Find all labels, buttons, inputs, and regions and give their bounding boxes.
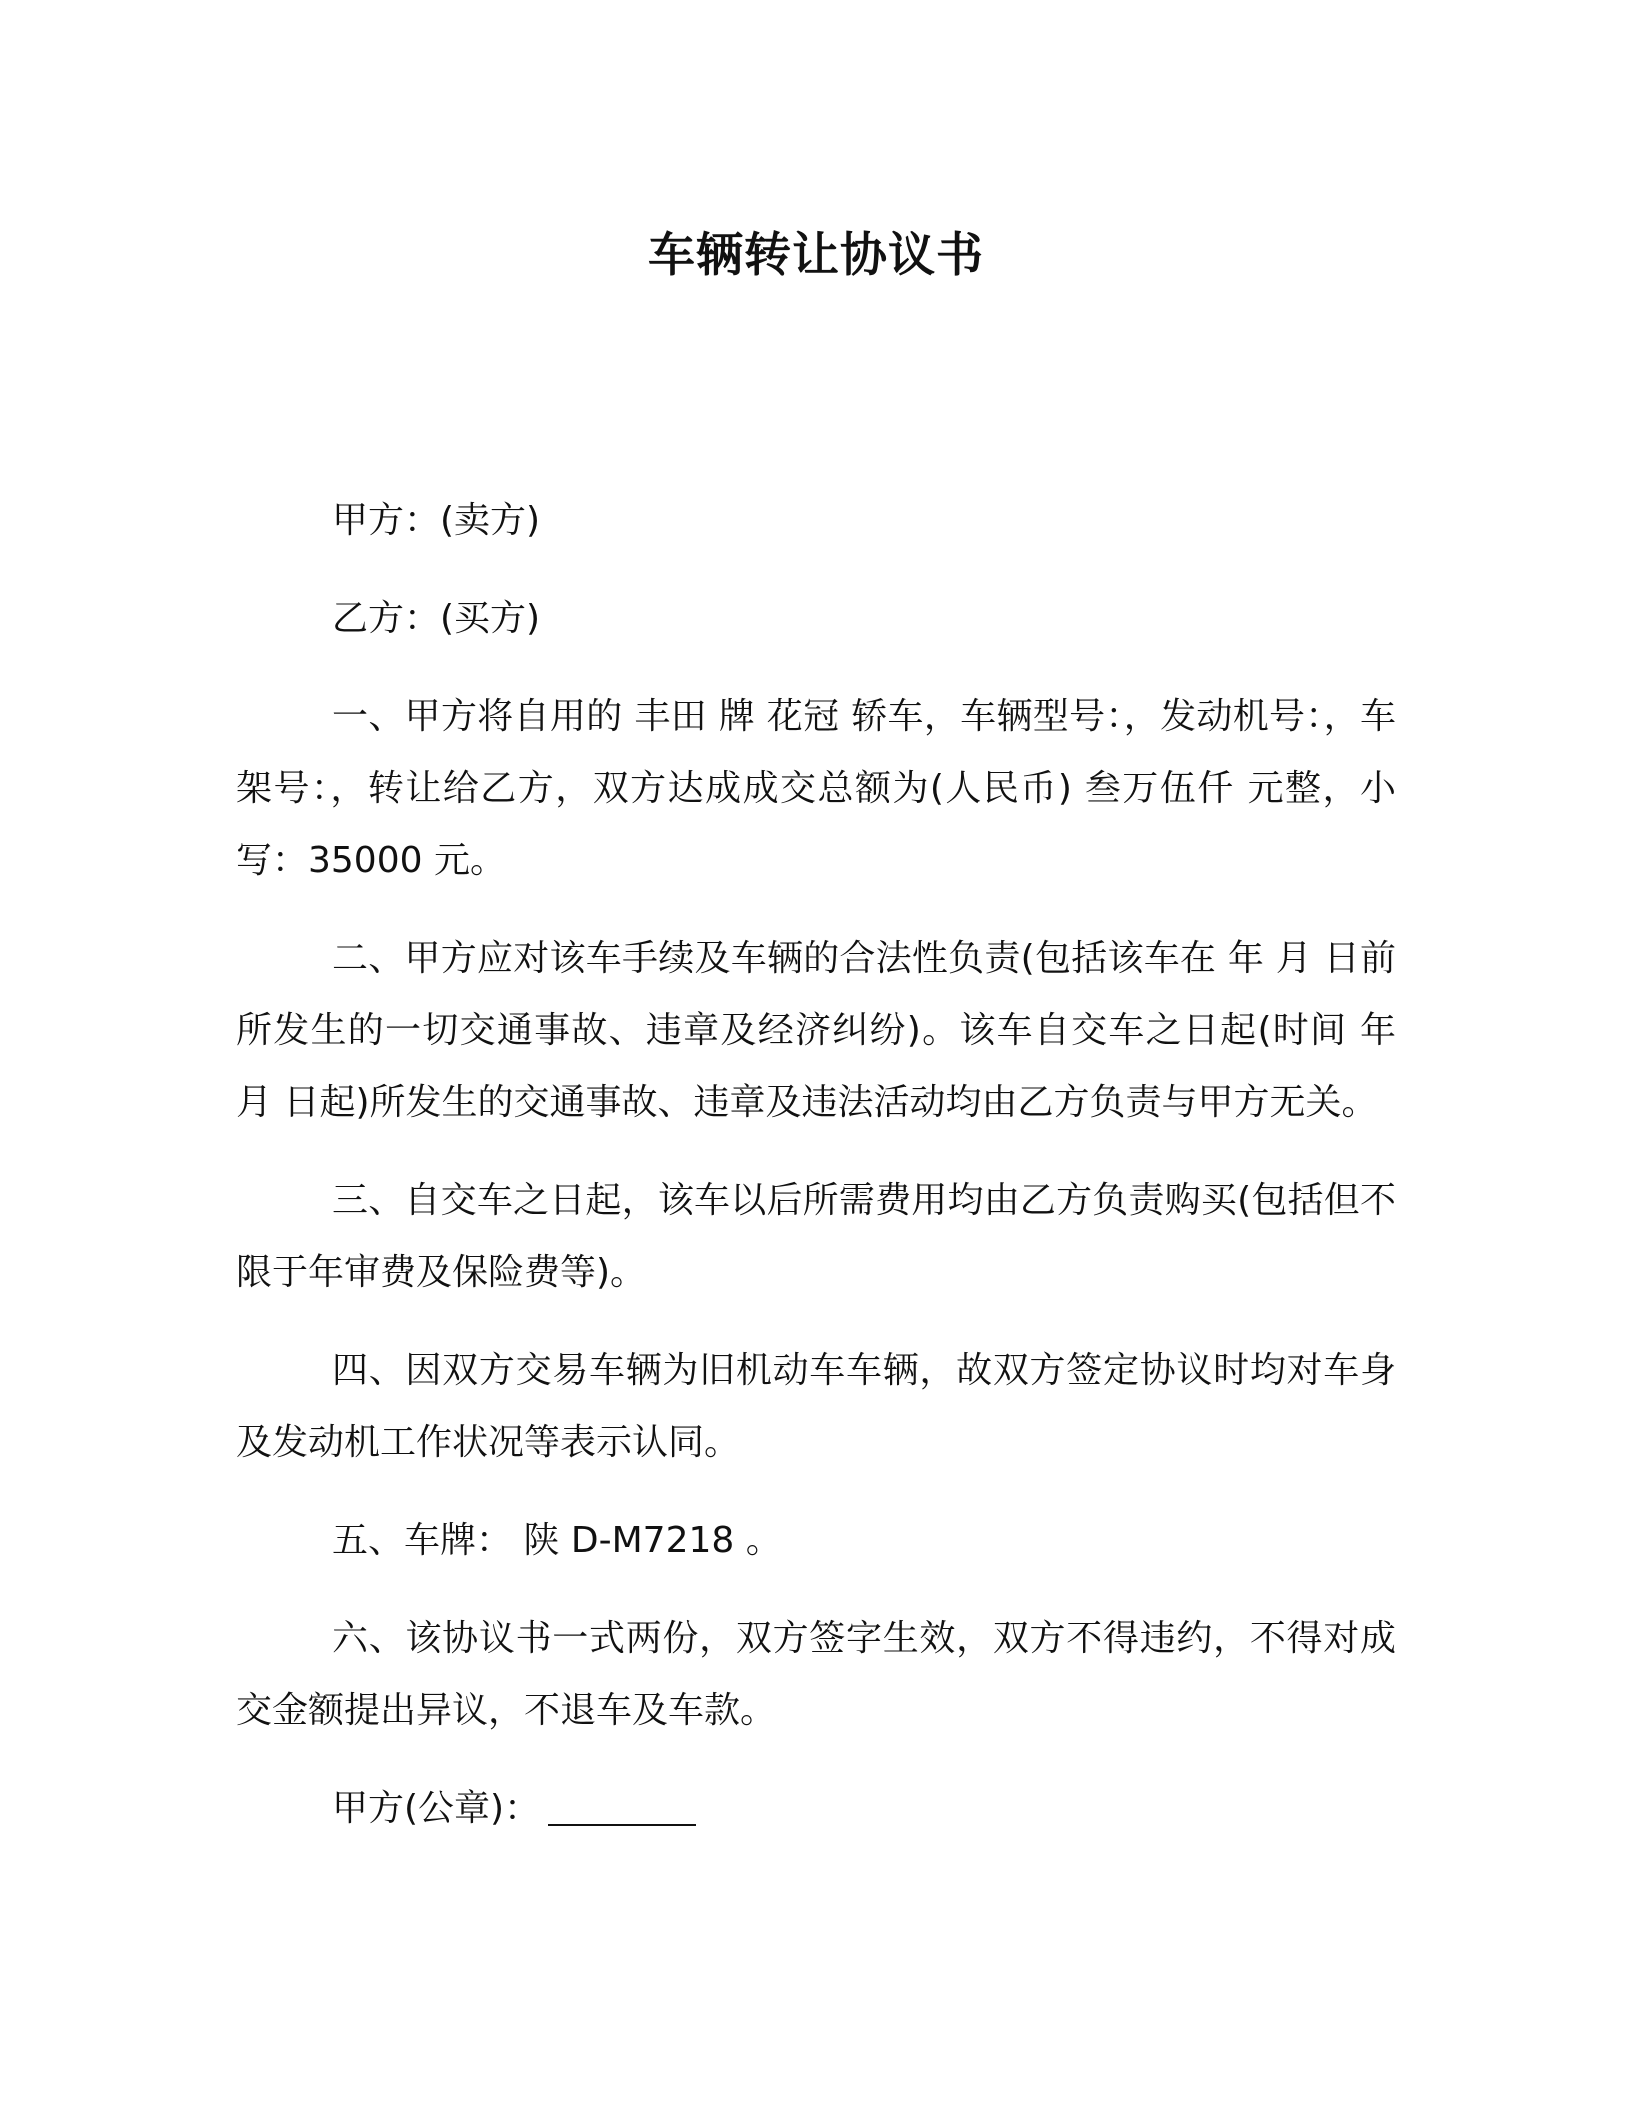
signature-blank xyxy=(548,1780,696,1826)
clause-2: 二、甲方应对该车手续及车辆的合法性负责(包括该车在 年 月 日前所发生的一切交通事故、违章及经济纠纷)。该车自交车之日起(时间 年 月 日起)所发生的交通事故、违章及违法活动均由乙方负责与甲方无关。 xyxy=(236,938,1396,1123)
document-title: 车辆转让协议书 xyxy=(648,228,984,283)
clause-5: 五、车牌： 陕 D-M7218 。 xyxy=(332,1520,782,1561)
document-body xyxy=(236,485,1396,1871)
clause-6: 六、该协议书一式两份，双方签字生效，双方不得违约，不得对成交金额提出异议，不退车及车款。 xyxy=(236,1618,1396,1731)
party-a-line: 甲方：(卖方) xyxy=(332,500,541,541)
party-b-line: 乙方：(买方) xyxy=(332,598,541,639)
clause-4: 四、因双方交易车辆为旧机动车车辆，故双方签定协议时均对车身及发动机工作状况等表示认同。 xyxy=(236,1350,1396,1463)
signature-line xyxy=(236,1773,1396,1845)
clause-3: 三、自交车之日起，该车以后所需费用均由乙方负责购买(包括但不限于年审费及保险费等)。 xyxy=(236,1180,1396,1293)
signature-label: 甲方(公章)： xyxy=(332,1788,541,1829)
clause-1: 一、甲方将自用的 丰田 牌 花冠 轿车，车辆型号：，发动机号：，车架号：，转让给乙方，双方达成成交总额为(人民币) 叁万伍仟 元整，小写：35000 元。 xyxy=(236,696,1396,881)
